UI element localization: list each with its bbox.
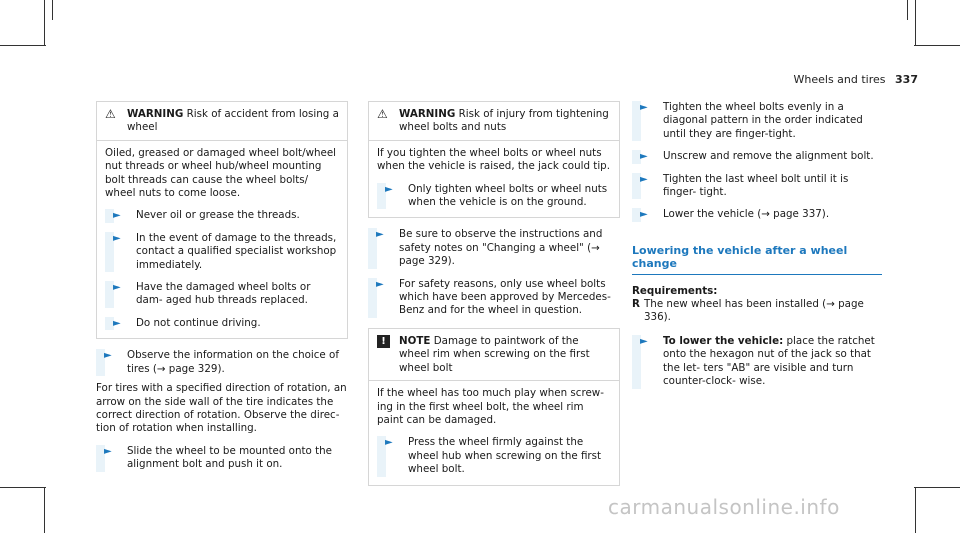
step-text: Slide the wheel to be mounted onto the alignment bolt and push it on. xyxy=(127,444,332,471)
step-text: Only tighten wheel bolts or wheel nuts when the vehicle is on the ground. xyxy=(408,182,608,209)
warning-triangle-icon: ⚠ xyxy=(377,107,388,121)
paragraph: For tires with a specified direction of rotation, an arrow on the side wall of the tire indicates the correct direction of rotation. Observe the direc- tion of rotation when installing. xyxy=(96,382,347,435)
action-arrow-icon: ► xyxy=(376,278,384,290)
warning-triangle-icon: ⚠ xyxy=(105,107,116,121)
action-step xyxy=(377,436,611,476)
crop-mark xyxy=(0,45,46,46)
action-arrow-icon: ► xyxy=(113,317,121,329)
note-header xyxy=(369,329,619,380)
action-step xyxy=(105,209,339,222)
step-text: Press the wheel firmly against the wheel hub when screwing on the first wheel bolt. xyxy=(408,436,602,476)
warning-box xyxy=(96,101,348,339)
warning-title: WARNING xyxy=(399,108,456,120)
action-step xyxy=(96,349,348,376)
running-header xyxy=(794,73,918,86)
step-text: Tighten the wheel bolts evenly in a diagonal pattern in the order indicated until they are finger-tight. xyxy=(663,101,863,140)
crop-mark xyxy=(0,487,46,488)
step-text: Do not continue driving. xyxy=(136,316,261,329)
step-text: Never oil or grease the threads. xyxy=(136,209,300,222)
action-step xyxy=(105,232,339,272)
step-text: In the event of damage to the threads, contact a qualified specialist workshop immediately. xyxy=(136,231,337,271)
action-arrow-icon: ► xyxy=(376,229,384,241)
action-step xyxy=(632,335,882,389)
action-arrow-icon: ► xyxy=(385,183,393,195)
warning-text: If you tighten the wheel bolts or wheel nuts when the vehicle is raised, the jack could tip. xyxy=(377,146,610,173)
crop-mark xyxy=(914,487,960,488)
action-arrow-icon: ► xyxy=(113,232,121,244)
action-step xyxy=(632,173,882,200)
crop-mark xyxy=(915,487,916,533)
column-1 xyxy=(96,101,348,472)
column-3 xyxy=(632,101,882,389)
action-step xyxy=(105,317,339,330)
warning-body xyxy=(97,140,347,338)
warning-lead: Risk of accident from losing a wheel xyxy=(127,108,339,134)
action-step xyxy=(377,183,611,210)
action-arrow-icon: ► xyxy=(113,210,121,222)
page-number: 337 xyxy=(895,73,918,86)
step-text: Observe the information on the choice of tires (→ page 329). xyxy=(127,349,339,375)
watermark: carmanualsonline.info xyxy=(608,495,840,519)
crop-mark xyxy=(52,0,53,20)
action-arrow-icon: ► xyxy=(640,335,648,347)
action-arrow-icon: ► xyxy=(104,445,112,457)
warning-text: Oiled, greased or damaged wheel bolt/wheel nut threads or wheel hub/wheel mounting bolt threads can cause the wheel bolts/ wheel nuts to come loose. xyxy=(105,146,337,200)
action-step xyxy=(368,228,620,268)
action-arrow-icon: ► xyxy=(640,151,648,163)
note-text: If the wheel has too much play when screw- ing in the first wheel bolt, the wheel rim paint can be damaged. xyxy=(377,387,604,426)
action-arrow-icon: ► xyxy=(640,102,648,113)
header-section: Wheels and tires xyxy=(793,73,886,86)
requirements-label: Requirements: xyxy=(632,284,718,297)
crop-mark xyxy=(907,0,908,20)
crop-mark xyxy=(914,45,960,46)
step-text: Lower the vehicle (→ page 337). xyxy=(663,208,830,221)
requirement-text: The new wheel has been installed (→ page 336). xyxy=(644,298,864,324)
action-step xyxy=(632,208,882,221)
note-lead: Damage to paintwork of the wheel rim when screwing on the first wheel bolt xyxy=(399,334,590,374)
note-body xyxy=(369,380,619,484)
step-label: To lower the vehicle: xyxy=(663,334,784,347)
requirement-item xyxy=(632,298,882,325)
warning-box xyxy=(368,101,620,218)
step-text: Unscrew and remove the alignment bolt. xyxy=(663,150,874,163)
action-step xyxy=(368,278,620,318)
warning-body xyxy=(369,140,619,218)
step-text: Have the damaged wheel bolts or dam- aged hub threads replaced. xyxy=(136,281,311,307)
crop-mark xyxy=(44,487,45,533)
crop-mark xyxy=(915,0,916,46)
warning-header xyxy=(97,102,347,140)
action-arrow-icon: ► xyxy=(113,282,121,294)
action-arrow-icon: ► xyxy=(385,437,393,449)
action-step xyxy=(96,445,348,472)
action-arrow-icon: ► xyxy=(104,350,112,362)
note-title: NOTE xyxy=(399,334,431,347)
warning-header xyxy=(369,102,619,140)
crop-mark xyxy=(44,0,45,46)
action-arrow-icon: ► xyxy=(640,173,648,185)
step-text: For safety reasons, only use wheel bolts which have been approved by Mercedes- Benz and for the wheel in question. xyxy=(399,277,611,317)
column-2 xyxy=(368,101,620,486)
warning-title: WARNING xyxy=(127,108,184,120)
action-arrow-icon: ► xyxy=(640,209,648,221)
note-box xyxy=(368,328,620,486)
step-text: Tighten the last wheel bolt until it is finger- tight. xyxy=(663,172,849,199)
bullet-icon: R xyxy=(632,298,640,311)
action-step xyxy=(105,281,339,308)
warning-lead: Risk of injury from tightening wheel bolts and nuts xyxy=(399,108,609,134)
section-heading: Lowering the vehicle after a wheel change xyxy=(632,244,882,275)
step-text: place the ratchet onto the hexagon nut of the jack so that the let- ters "AB" are visible and turn counter-clock- wise. xyxy=(663,334,875,388)
step-text: Be sure to observe the instructions and safety notes on "Changing a wheel" (→ page 329). xyxy=(399,228,603,268)
action-step xyxy=(632,150,882,163)
exclamation-icon: ! xyxy=(377,335,390,348)
action-step xyxy=(632,101,882,141)
